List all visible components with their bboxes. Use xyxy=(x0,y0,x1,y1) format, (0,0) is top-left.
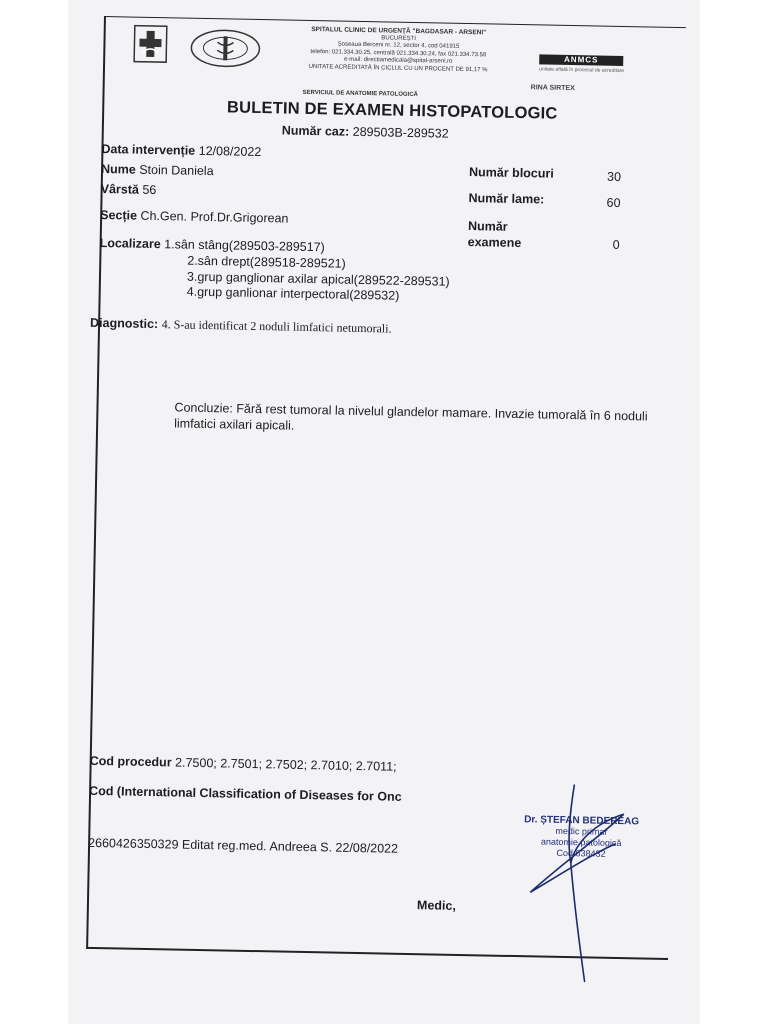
exams-label-2: examene xyxy=(467,235,522,251)
diagnosis-text: 4. S-au identificat 2 noduli limfatici netumorali. xyxy=(161,317,392,336)
stamp-code: Cod 638432 xyxy=(556,847,606,859)
patient-age-row xyxy=(101,182,157,197)
anmcs-subtitle: unitate aflată în procesul de acreditare xyxy=(538,66,625,74)
patient-name-value: Stoin Daniela xyxy=(139,162,214,179)
certifier-logo: RINA SIRTEX xyxy=(530,84,575,93)
slides-value: 60 xyxy=(606,195,621,210)
department-name: SERVICIUL DE ANATOMIE PATOLOGICĂ xyxy=(302,89,418,99)
localization-item: 2.sân drept(289518-289521) xyxy=(187,253,346,271)
stamp-title: medic primar xyxy=(555,825,608,837)
localization-item: 4.grup ganlionar interpectoral(289532) xyxy=(186,284,400,303)
patient-age-value: 56 xyxy=(142,182,157,198)
report-sheet xyxy=(86,16,700,972)
hospital-city: BUCUREȘTI xyxy=(381,34,417,42)
conclusion-text: Concluzie: Fără rest tumoral la nivelul glandelor mamare. Invazie tumorală în 6 noduli limfatici axilari apicali. xyxy=(174,400,648,433)
anmcs-logo: ANMCS xyxy=(539,54,623,66)
hospital-name: SPITALUL CLINIC DE URGENȚĂ "BAGDASAR - ARSENI" xyxy=(311,25,487,37)
medic-label: Medic, xyxy=(416,898,457,913)
hospital-address: Șoseaua Berceni nr. 12, sector 4, cod 041915 xyxy=(337,41,460,50)
patient-age-label: Vârstă xyxy=(100,181,140,197)
section-value: Ch.Gen. Prof.Dr.Grigorean xyxy=(140,208,289,226)
blocks-label: Număr blocuri xyxy=(468,165,554,181)
section-label: Secție xyxy=(100,207,138,223)
case-label: Număr caz: xyxy=(281,123,350,139)
localization-label: Localizare xyxy=(99,235,161,252)
hospital-header xyxy=(263,25,534,75)
diagnosis-label: Diagnostic: xyxy=(89,315,159,332)
patient-name-label: Nume xyxy=(100,161,136,177)
localization-first: 1.sân stâng(289503-289517) xyxy=(164,237,325,255)
patient-name-row xyxy=(101,162,214,178)
blocks-value: 30 xyxy=(606,169,622,184)
hospital-email: e-mail: directiamedicala@spital-arseni.ro xyxy=(343,56,453,65)
exams-value: 0 xyxy=(612,237,620,252)
exams-label: Număr xyxy=(467,219,508,234)
localization-list xyxy=(187,254,451,306)
slides-label: Număr lame: xyxy=(468,191,545,207)
icd-code-label: Cod (International Classification of Diseases for Onc xyxy=(88,783,402,804)
localization-item: 3.grup ganglionar axilar apical(289522-289531) xyxy=(186,269,450,289)
editor-line: 2660426350329 Editat reg.med. Andreea S. 22/08/2022 xyxy=(87,835,399,856)
medical-seal-logo xyxy=(189,28,262,69)
hospital-phone: telefon: 021.334.30.25, centrală 021.334.30.24, fax 021.334.73.58 xyxy=(310,48,487,58)
report-title: BULETIN DE EXAMEN HISTOPATOLOGIC xyxy=(226,98,558,123)
stamp-specialty: anatomie patologică xyxy=(540,836,622,849)
intervention-date-label: Data intervenție xyxy=(101,141,196,158)
procedure-code-label: Cod procedur xyxy=(89,753,172,770)
case-value: 289503B-289532 xyxy=(352,124,449,141)
hospital-accreditation: UNITATE ACREDITATĂ ÎN CICLUL CU UN PROCENT DE 91,17 % xyxy=(308,63,488,73)
procedure-code-value: 2.7500; 2.7501; 2.7502; 2.7010; 2.7011; xyxy=(174,755,397,774)
stamp-doctor-name: Dr. ȘTEFAN BEDEREAG xyxy=(524,814,640,828)
handwritten-signature xyxy=(521,782,645,984)
intervention-date-value: 12/08/2022 xyxy=(198,143,262,160)
hospital-cross-logo xyxy=(133,25,168,64)
